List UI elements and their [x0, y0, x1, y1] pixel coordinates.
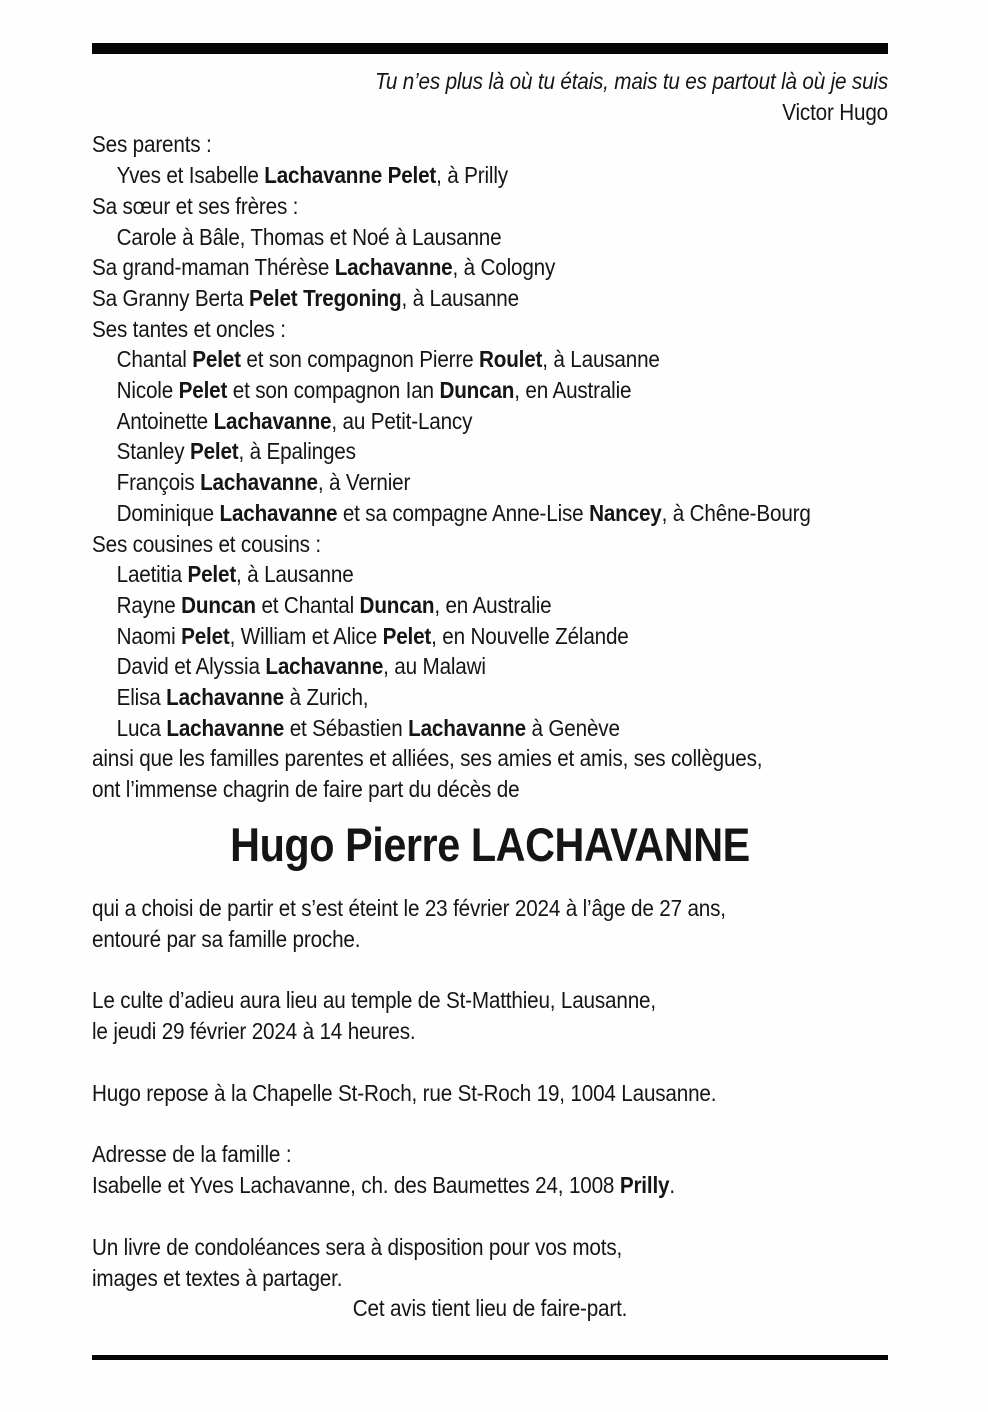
- family-line: [92, 651, 792, 682]
- paragraph-line: [92, 1232, 792, 1263]
- text-segment: .: [669, 1172, 675, 1199]
- surname-bold: Pelet: [178, 377, 228, 404]
- text-segment: Laetitia: [116, 561, 188, 588]
- surname-bold: Pelet: [189, 438, 239, 465]
- surname-bold: Duncan: [359, 591, 435, 618]
- farewell-paragraph: [92, 1293, 888, 1324]
- text-segment: François: [116, 469, 201, 496]
- deceased-name: Hugo Pierre LACHAVANNE: [230, 817, 750, 871]
- surname-bold: Pelet: [181, 622, 230, 649]
- text-segment: Carole à Bâle, Thomas et Noé à Lausanne: [116, 223, 502, 250]
- family-line: [92, 436, 792, 467]
- announcement-line: [92, 774, 792, 805]
- paragraph-line: [92, 1078, 792, 1109]
- text-segment: , en Australie: [434, 591, 552, 618]
- paragraph: [92, 985, 888, 1046]
- paragraph-line: [92, 1263, 792, 1294]
- surname-bold: Prilly: [619, 1172, 670, 1199]
- paragraph: [92, 1232, 888, 1293]
- text-segment: qui a choisi de partir et s’est éteint le 23 février 2024 à l’âge de 27 ans,: [92, 894, 726, 921]
- text-segment: images et textes à partager.: [92, 1264, 343, 1291]
- paragraph-line: [92, 1170, 792, 1201]
- text-segment: Antoinette: [116, 407, 214, 434]
- text-segment: Sa grand-maman Thérèse: [92, 254, 335, 281]
- text-segment: Stanley: [116, 438, 190, 465]
- paragraph: [92, 1139, 888, 1200]
- family-line: [92, 344, 792, 375]
- text-segment: Ses parents :: [92, 131, 212, 158]
- family-lines: [92, 129, 888, 743]
- family-line: [92, 252, 792, 283]
- text-segment: à Genève: [525, 714, 620, 741]
- text-segment: , à Vernier: [317, 469, 411, 496]
- text-segment: Chantal: [116, 346, 193, 373]
- text-segment: Nicole: [116, 377, 179, 404]
- text-segment: et sa compagne Anne-Lise: [337, 499, 590, 526]
- surname-bold: Lachavanne: [265, 653, 384, 680]
- text-segment: ainsi que les familles parentes et alliées, ses amies et amis, ses collègues,: [92, 745, 763, 772]
- paragraph: [92, 893, 888, 954]
- text-segment: et son compagnon Ian: [227, 377, 440, 404]
- announcement-line: [92, 743, 792, 774]
- paragraph-line: [92, 1139, 792, 1170]
- surname-bold: Duncan: [439, 377, 515, 404]
- quote-block: [92, 66, 888, 127]
- text-segment: à Zurich,: [283, 684, 369, 711]
- quote-author: Victor Hugo: [782, 98, 888, 125]
- text-segment: , à Lausanne: [401, 284, 519, 311]
- text-segment: Sa Granny Berta: [92, 284, 249, 311]
- text-segment: Ses cousines et cousins :: [92, 530, 321, 557]
- text-segment: Isabelle et Yves Lachavanne, ch. des Baumettes 24, 1008: [92, 1172, 620, 1199]
- text-segment: Rayne: [116, 591, 182, 618]
- text-segment: Luca: [116, 714, 167, 741]
- text-segment: et Chantal: [255, 591, 360, 618]
- text-segment: Elisa: [116, 684, 167, 711]
- text-segment: , à Lausanne: [542, 346, 660, 373]
- surname-bold: Lachavanne: [408, 714, 526, 741]
- text-segment: , William et Alice: [229, 622, 383, 649]
- text-segment: David et Alyssia: [116, 653, 266, 680]
- text-segment: , à Epalinges: [238, 438, 356, 465]
- family-line: [92, 191, 792, 222]
- family-line: [92, 590, 792, 621]
- family-line: [92, 559, 792, 590]
- surname-bold: Duncan: [181, 591, 256, 618]
- surname-bold: Lachavanne: [219, 499, 338, 526]
- text-segment: Naomi: [116, 622, 182, 649]
- surname-bold: Nancey: [589, 499, 662, 526]
- family-line: [92, 283, 792, 314]
- body-paragraphs: [92, 893, 888, 1293]
- text-segment: , à Lausanne: [236, 561, 354, 588]
- surname-bold: Lachavanne: [166, 684, 284, 711]
- family-line: [92, 129, 792, 160]
- text-segment: , à Prilly: [436, 162, 508, 189]
- family-line: [92, 682, 792, 713]
- surname-bold: Lachavanne: [213, 407, 332, 434]
- family-line: [92, 467, 792, 498]
- family-line: [92, 713, 792, 744]
- text-segment: , au Malawi: [383, 653, 486, 680]
- notice-content: [92, 43, 888, 1360]
- family-line: [92, 222, 792, 253]
- text-segment: le jeudi 29 février 2024 à 14 heures.: [92, 1017, 416, 1044]
- text-segment: et son compagnon Pierre: [240, 346, 479, 373]
- family-line: [92, 498, 811, 529]
- paragraph: [92, 1078, 888, 1109]
- text-segment: Sa sœur et ses frères :: [92, 192, 299, 219]
- text-segment: , à Chêne-Bourg: [661, 499, 811, 526]
- paragraph-line: [92, 985, 792, 1016]
- top-rule: [92, 43, 888, 54]
- text-segment: Un livre de condoléances sera à disposition pour vos mots,: [92, 1233, 623, 1260]
- surname-bold: Pelet Tregoning: [248, 284, 402, 311]
- announcement-lines: [92, 743, 888, 804]
- family-line: [92, 160, 792, 191]
- family-line: [92, 406, 792, 437]
- text-segment: Dominique: [116, 499, 220, 526]
- surname-bold: Roulet: [478, 346, 543, 373]
- surname-bold: Lachavanne: [200, 469, 318, 496]
- family-line: [92, 314, 792, 345]
- family-line: [92, 529, 792, 560]
- text-segment: , en Australie: [514, 377, 632, 404]
- farewell-text: Cet avis tient lieu de faire-part.: [352, 1295, 628, 1322]
- quote-text: Tu n’es plus là où tu étais, mais tu es partout là où je suis: [374, 68, 888, 94]
- surname-bold: Pelet: [187, 561, 237, 588]
- text-segment: Hugo repose à la Chapelle St-Roch, rue St-Roch 19, 1004 Lausanne.: [92, 1079, 717, 1106]
- text-segment: Ses tantes et oncles :: [92, 315, 286, 342]
- paragraph-line: [92, 924, 792, 955]
- surname-bold: Lachavanne: [334, 254, 453, 281]
- text-segment: ont l’immense chagrin de faire part du décès de: [92, 776, 520, 803]
- surname-bold: Pelet: [192, 346, 241, 373]
- text-segment: entouré par sa famille proche.: [92, 925, 361, 952]
- text-segment: , à Cologny: [452, 254, 556, 281]
- text-segment: et Sébastien: [284, 714, 409, 741]
- surname-bold: Pelet: [382, 622, 432, 649]
- text-segment: Adresse de la famille :: [92, 1141, 292, 1168]
- family-line: [92, 621, 792, 652]
- text-segment: , au Petit-Lancy: [331, 407, 473, 434]
- text-segment: Le culte d’adieu aura lieu au temple de St-Matthieu, Lausanne,: [92, 987, 656, 1014]
- paragraph-line: [92, 1016, 792, 1047]
- text-segment: Yves et Isabelle: [116, 162, 265, 189]
- surname-bold: Lachavanne: [166, 714, 285, 741]
- bottom-rule: [92, 1355, 888, 1360]
- surname-bold: Lachavanne Pelet: [264, 162, 437, 189]
- family-line: [92, 375, 792, 406]
- text-segment: , en Nouvelle Zélande: [431, 622, 629, 649]
- paragraph-line: [92, 893, 792, 924]
